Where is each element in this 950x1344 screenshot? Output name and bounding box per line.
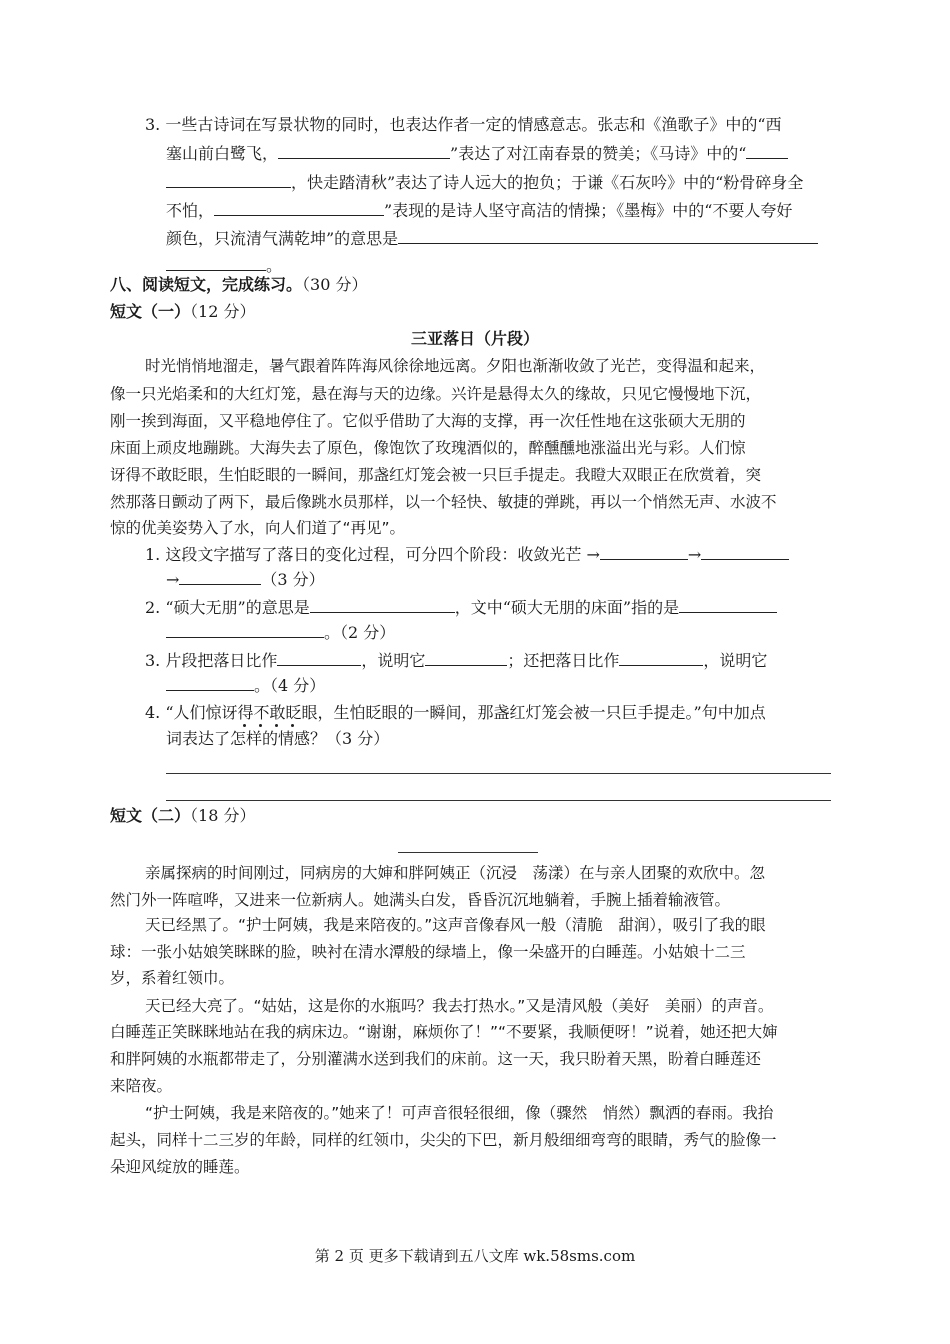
passage-1-line-2: 像一只光焰柔和的大红灯笼，悬在海与天的边缘。兴许是悬得太久的缘故，只见它慢慢地下沉， bbox=[110, 385, 762, 403]
q3-line-3 bbox=[166, 173, 803, 193]
p1-q4-line-2: 词表达了怎样的情感？（3 分） bbox=[166, 729, 390, 748]
p1-q1-blank-1[interactable] bbox=[600, 545, 688, 560]
passage-2-line-4: 球：一张小姑娘笑眯眯的脸，映衬在清水潭般的绿墙上，像一朵盛开的白睡莲。小姑娘十二三 bbox=[110, 943, 746, 961]
passage-1-line-7: 惊的优美姿势入了水，向人们道了“再见”。 bbox=[110, 519, 406, 537]
p1-q2-blank-2[interactable] bbox=[679, 598, 777, 613]
p1-q2-text-b: ，文中“硕大无朋的床面”指的是 bbox=[454, 598, 680, 617]
p1-q2-score: 。（2 分） bbox=[324, 623, 396, 642]
passage-2-line-2: 然门外一阵喧哗，又进来一位新病人。她满头白发，昏昏沉沉地躺着，手腕上插着输液管。 bbox=[110, 891, 731, 909]
passage-2-line-11: 起头，同样十二三岁的年龄，同样的红领巾，尖尖的下巴，新月般细细弯弯的眼睛，秀气的脸像一 bbox=[110, 1131, 777, 1149]
passage-1-line-1: 时光悄悄地溜走，暑气跟着阵阵海风徐徐地远离。夕阳也渐渐收敛了光芒，变得温和起来， bbox=[145, 357, 766, 375]
passage-2-line-5: 岁，系着红领巾。 bbox=[110, 969, 235, 987]
q3-blank-2[interactable] bbox=[746, 144, 788, 159]
p1-q4-answer-line-2[interactable] bbox=[166, 800, 831, 801]
passage-2-title-blank[interactable] bbox=[398, 852, 538, 853]
p1-q4-answer-line-1[interactable] bbox=[166, 773, 831, 774]
passage-2-line-7: 白睡莲正笑眯眯地站在我的病床边。“谢谢，麻烦你了！”“不要紧，我顺便呀！”说着，她还把大婶 bbox=[110, 1023, 778, 1041]
passage-2-line-3: 天已经黑了。“护士阿姨，我是来陪夜的。”这声音像春风一般（清脆 甜润），吸引了我的眼 bbox=[145, 916, 766, 934]
p1-q3-blank-1[interactable] bbox=[277, 651, 361, 666]
p1-q2-line-1 bbox=[145, 598, 777, 618]
p1-q3-blank-4[interactable] bbox=[166, 676, 254, 691]
q3-blank-2b[interactable] bbox=[166, 173, 291, 188]
passage-1-label-text: 短文（一） bbox=[110, 302, 191, 321]
p1-q2-blank-3[interactable] bbox=[166, 623, 324, 638]
q3-line-2a: 塞山前白鹭飞， bbox=[166, 144, 279, 163]
p1-q3-blank-3[interactable] bbox=[619, 651, 703, 666]
p1-q1-score: （3 分） bbox=[261, 570, 325, 589]
passage-2-line-12: 朵迎风绽放的睡莲。 bbox=[110, 1158, 250, 1176]
p1-q1-text: 1. 这段文字描写了落日的变化过程，可分四个阶段：收敛光芒 → bbox=[145, 545, 600, 564]
p1-q1-blank-3[interactable] bbox=[179, 570, 261, 585]
q3-line-1: 3. 一些古诗词在写景状物的同时，也表达作者一定的情感意志。张志和《渔歌子》中的“西 bbox=[145, 115, 782, 134]
passage-2-line-6: 天已经大亮了。“姑姑，这是你的水瓶吗？我去打热水。”又是清风般（美好 美丽）的声音。 bbox=[145, 997, 774, 1015]
q3-line-3b: ，快走踏清秋”表达了诗人远大的抱负；于谦《石灰吟》中的“粉骨碎身全 bbox=[291, 173, 804, 192]
passage-1-title: 三亚落日（片段） bbox=[410, 329, 539, 348]
q3-line-4 bbox=[166, 201, 792, 221]
passage-1-label bbox=[110, 302, 255, 322]
passage-1-score: （12 分） bbox=[190, 302, 256, 321]
p1-q1-line-2 bbox=[166, 570, 325, 590]
p1-q1-line-1 bbox=[145, 545, 789, 565]
p1-q1-arrow-2: → bbox=[166, 570, 180, 589]
section-8-title: 八、阅读短文，完成练习。 bbox=[110, 275, 303, 294]
section-8-score: （30 分） bbox=[302, 275, 368, 294]
emphasis-dot bbox=[275, 724, 278, 727]
passage-1-line-4: 床面上顽皮地蹦跳。大海失去了原色，像饱饮了玫瑰酒似的，醉醺醺地涨溢出光与彩。人们惊 bbox=[110, 439, 746, 457]
p1-q1-blank-2[interactable] bbox=[701, 545, 789, 560]
page-footer: 第 2 页 更多下载请到五八文库 wk.58sms.com bbox=[314, 1247, 636, 1265]
emphasis-dot bbox=[259, 724, 262, 727]
q3-blank-4[interactable] bbox=[398, 229, 818, 244]
passage-1-line-6: 然那落日颤动了两下，最后像跳水员那样，以一个轻快、敏捷的弹跳，再以一个悄然无声、水波不 bbox=[110, 493, 777, 511]
q3-line-2b: ”表达了对江南春景的赞美；《马诗》中的“ bbox=[450, 144, 747, 163]
passage-2-score: （18 分） bbox=[190, 806, 256, 825]
p1-q4-line-1: 4. “人们惊讶得不敢眨眼，生怕眨眼的一瞬间，那盏红灯笼会被一只巨手提走。”句中加点 bbox=[145, 703, 766, 722]
passage-2-line-1: 亲属探病的时间刚过，同病房的大婶和胖阿姨正（沉浸 荡漾）在与亲人团聚的欢欣中。忽 bbox=[145, 864, 766, 882]
passage-2-label-text: 短文（二） bbox=[110, 806, 191, 825]
passage-2-line-10: “护士阿姨，我是来陪夜的。”她来了！可声音很轻很细，像（骤然 悄然）飘洒的春雨。我抬 bbox=[145, 1104, 774, 1122]
q3-blank-4b[interactable] bbox=[166, 256, 266, 271]
passage-2-line-9: 来陪夜。 bbox=[110, 1077, 173, 1095]
q3-line-6 bbox=[166, 256, 282, 276]
p1-q3-text-b: ，说明它 bbox=[361, 651, 426, 670]
p1-q2-blank-1[interactable] bbox=[310, 598, 455, 613]
p1-q3-text-d: ，说明它 bbox=[703, 651, 768, 670]
p1-q1-arrow: → bbox=[687, 545, 702, 564]
p1-q3-text-c: ；还把落日比作 bbox=[507, 651, 620, 670]
q3-line-5a: 颜色，只流清气满乾坤”的意思是 bbox=[166, 229, 399, 248]
p1-q3-blank-2[interactable] bbox=[425, 651, 507, 666]
p1-q3-score: 。（4 分） bbox=[254, 676, 326, 695]
q3-blank-3[interactable] bbox=[214, 201, 384, 216]
p1-q3-text-a: 3. 片段把落日比作 bbox=[145, 651, 278, 670]
q3-blank-1[interactable] bbox=[278, 144, 450, 159]
q3-line-4a: 不怕， bbox=[166, 201, 215, 220]
p1-q3-line-2 bbox=[166, 676, 325, 696]
passage-1-line-5: 讶得不敢眨眼，生怕眨眼的一瞬间，那盏红灯笼会被一只巨手提走。我瞪大双眼正在欣赏着，突 bbox=[110, 466, 762, 484]
passage-1-line-3: 刚一挨到海面，又平稳地停住了。它似乎借助了大海的支撑，再一次任性地在这张硕大无朋的 bbox=[110, 412, 746, 430]
section-8-heading bbox=[110, 275, 367, 295]
emphasis-dot bbox=[243, 724, 246, 727]
q3-line-2 bbox=[166, 144, 788, 164]
passage-2-label bbox=[110, 806, 255, 826]
passage-2-line-8: 和胖阿姨的水瓶都带走了，分别灌满水送到我们的床前。这一天，我只盼着天黑，盼着白睡莲还 bbox=[110, 1050, 762, 1068]
emphasis-dot bbox=[291, 724, 294, 727]
p1-q2-line-2 bbox=[166, 623, 395, 643]
p1-q2-text-a: 2. “硕大无朋”的意思是 bbox=[145, 598, 310, 617]
p1-q3-line-1 bbox=[145, 651, 767, 671]
q3-line-6b: 。 bbox=[266, 256, 283, 275]
q3-line-5 bbox=[166, 229, 818, 249]
q3-line-4b: ”表现的是诗人坚守高洁的情操；《墨梅》中的“不要人夸好 bbox=[384, 201, 793, 220]
